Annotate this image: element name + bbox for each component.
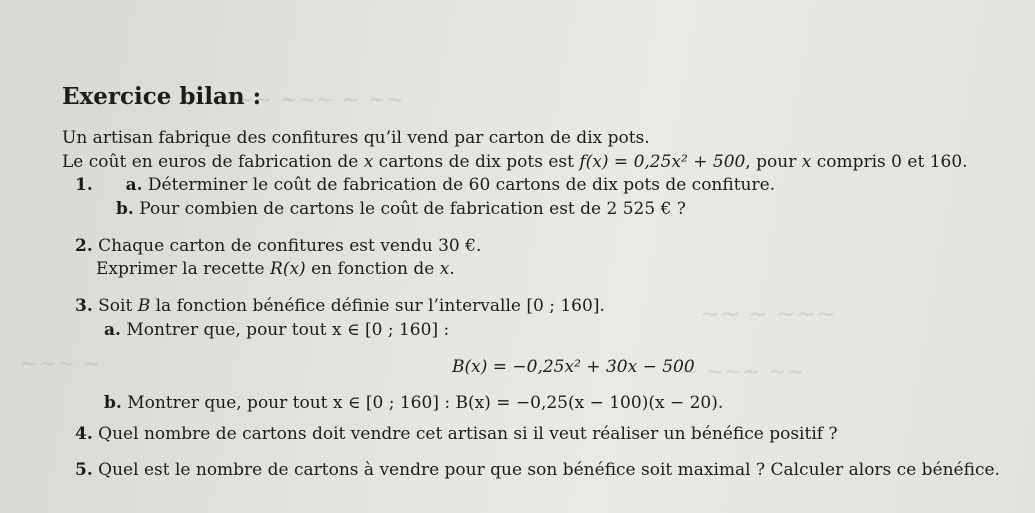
question-text: Exprimer la recette bbox=[96, 259, 271, 279]
sub-label: a. bbox=[125, 175, 143, 195]
show-through-text: ~~ ~ ~~~ bbox=[700, 300, 836, 328]
show-through-text: ~~~ ~ bbox=[20, 352, 101, 377]
question-1-b bbox=[116, 199, 686, 219]
question-number: 5. bbox=[75, 460, 93, 480]
question-2-line-2 bbox=[96, 259, 455, 279]
intro-line-1: Un artisan fabrique des confitures qu’il vend par carton de dix pots. bbox=[62, 128, 650, 148]
revenue-function: R(x) bbox=[270, 259, 306, 279]
var-x: x bbox=[363, 152, 374, 172]
var-x: x bbox=[801, 152, 812, 172]
question-number: 4. bbox=[75, 424, 93, 444]
cost-formula: f(x) = 0,25x² + 500 bbox=[579, 152, 746, 172]
show-through-text: ~ ~~ ~~~ ~ ~~ bbox=[210, 88, 404, 113]
question-text: Pour combien de cartons le coût de fabrication est de 2 525 € ? bbox=[139, 199, 686, 219]
var-x: x bbox=[439, 259, 450, 279]
question-number: 1. bbox=[75, 175, 93, 195]
question-1-a bbox=[75, 175, 775, 195]
var-b: B bbox=[137, 296, 151, 316]
question-text: Soit bbox=[98, 296, 138, 316]
profit-formula: B(x) = −0,25x² + 30x − 500 bbox=[452, 357, 695, 377]
exercise-title: Exercice bilan : bbox=[62, 83, 262, 110]
question-text: Montrer que, pour tout x ∈ [0 ; 160] : bbox=[126, 320, 450, 340]
question-text: Quel nombre de cartons doit vendre cet artisan si il veut réaliser un bénéfice positif ? bbox=[98, 424, 838, 444]
intro-text: , pour bbox=[745, 152, 802, 172]
question-5 bbox=[75, 460, 1000, 480]
question-number: 3. bbox=[75, 296, 93, 316]
question-text: Chaque carton de confitures est vendu 30 €. bbox=[98, 236, 482, 256]
intro-text: compris 0 et 160. bbox=[811, 152, 968, 172]
question-3-a bbox=[104, 320, 449, 340]
intro-line-2 bbox=[62, 152, 968, 172]
sub-label: b. bbox=[116, 199, 134, 219]
question-text: la fonction bénéfice définie sur l’intervalle [0 ; 160]. bbox=[150, 296, 605, 316]
question-text: Montrer que, pour tout x ∈ [0 ; 160] : B(x) = −0,25(x − 100)(x − 20). bbox=[127, 393, 724, 413]
question-text: Déterminer le coût de fabrication de 60 cartons de dix pots de confiture. bbox=[147, 175, 776, 195]
intro-text: Le coût en euros de fabrication de bbox=[62, 152, 364, 172]
intro-text: cartons de dix pots est bbox=[373, 152, 580, 172]
question-number: 2. bbox=[75, 236, 93, 256]
question-4 bbox=[75, 424, 838, 444]
question-text: . bbox=[449, 259, 455, 279]
sub-label: a. bbox=[104, 320, 121, 340]
question-text: Quel est le nombre de cartons à vendre pour que son bénéfice soit maximal ? Calculer alors ce bénéfice. bbox=[98, 460, 1000, 480]
question-2-line-1 bbox=[75, 236, 481, 256]
question-3-line-1 bbox=[75, 296, 605, 316]
question-text: en fonction de bbox=[305, 259, 440, 279]
sub-label: b. bbox=[104, 393, 122, 413]
question-3-b bbox=[104, 393, 723, 413]
show-through-text: ~ ~~~ ~~ bbox=[680, 360, 805, 385]
